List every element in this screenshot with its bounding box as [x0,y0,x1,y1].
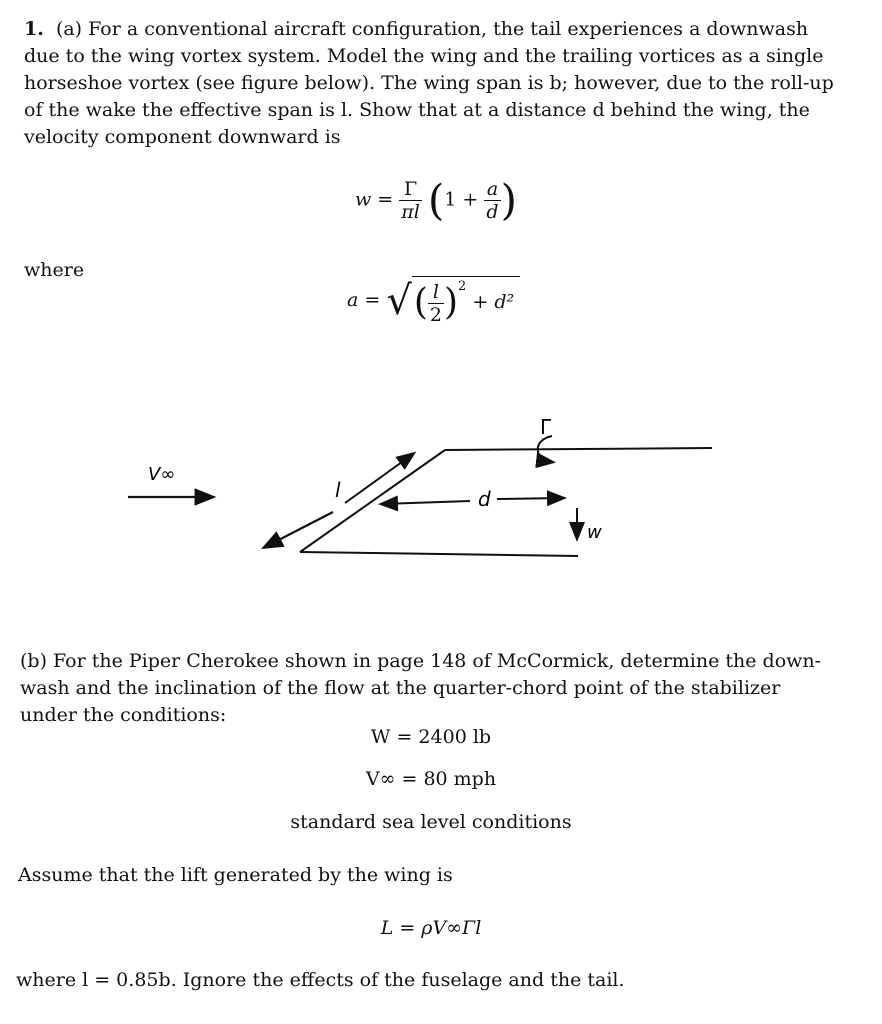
lower-trailing-vortex [300,552,578,556]
eq-w-inner-numerator: a [484,178,500,201]
part-a-line-5: velocity component downward is [24,126,341,148]
part-a-line-2: due to the wing vortex system. Model the wing and the trailing vortices as a single [24,45,824,67]
eq-w-fraction [399,178,422,223]
condition-atmosphere: standard sea level conditions [290,811,572,833]
part-a-line-1: 1. (a) For a conventional aircraft configuration, the tail experiences a downwash [24,18,809,40]
part-a-line-3: horseshoe vortex (see figure below). The wing span is b; however, due to the roll-up [24,72,834,94]
part-b-line-1: (b) For the Piper Cherokee shown in page 148 of McCormick, determine the down- [20,650,822,672]
condition-speed: V∞ = 80 mph [365,768,497,790]
eq-w-lhs: w = [355,188,394,211]
bound-vortex [300,450,445,552]
eq-a-exponent: 2 [458,279,467,294]
eq-w-close-paren: ) [500,175,517,225]
sqrt-symbol: √ [386,277,412,324]
equation-w [355,175,517,225]
equation-a [347,276,520,326]
eq-w-numerator: Γ [399,178,422,201]
eq-a-close-paren: ) [443,282,459,323]
eq-a-open-paren: ( [413,282,428,323]
condition-weight: W = 2400 lb [370,726,492,748]
assume-text: Assume that the lift generated by the wing is [18,864,453,886]
eq-w-open-paren: ( [427,175,445,225]
where-label: where [24,259,85,281]
sqrt-radicand [412,276,520,326]
distance-d-left [382,501,470,504]
label-gamma: Γ [540,415,552,439]
problem-number: 1. [24,18,44,40]
eq-a-lhs: a = [347,288,381,311]
eq-a-fraction [428,281,444,326]
part-a-line-4: of the wake the effective span is l. Show that at a distance d behind the wing, the [24,99,810,121]
eq-w-one-plus: 1 + [444,188,479,211]
eq-a-plus-term: + d² [472,291,515,313]
distance-d-right [497,498,563,499]
span-dimension-arrow-down [265,512,333,547]
lift-equation: L = ρV∞Γl [380,917,482,939]
eq-a-numerator: l [428,281,444,304]
eq-w-denominator: πl [401,201,420,223]
eq-a-denominator: 2 [429,303,442,326]
upper-trailing-vortex [445,448,712,450]
part-b-line-2: wash and the inclination of the flow at the quarter-chord point of the stabilizer [20,677,781,699]
horseshoe-vortex-figure [0,400,882,620]
part-b-text [20,648,842,729]
label-vinf: V∞ [148,464,176,485]
label-w: w [587,522,602,543]
label-l: l [335,478,341,502]
final-text: where l = 0.85b. Ignore the effects of the fuselage and the tail. [16,969,625,991]
part-b-line-3: under the conditions: [20,704,227,726]
label-d: d [478,487,491,511]
eq-w-inner-fraction [484,178,500,223]
eq-w-inner-denominator: d [486,201,499,223]
part-a-text [24,16,850,151]
